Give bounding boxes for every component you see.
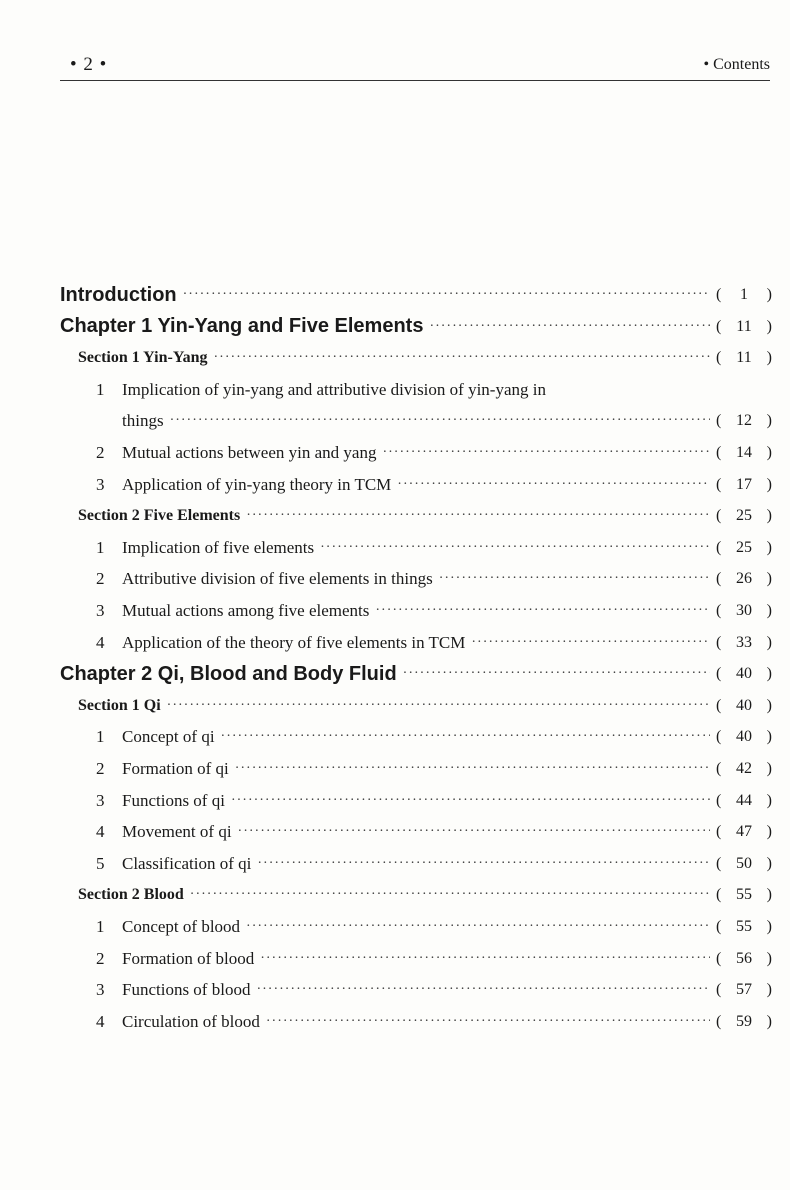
toc-entry-title: Section 2 Five Elements	[78, 507, 241, 525]
dot-leader	[231, 793, 710, 809]
toc-entry-number: 1	[96, 917, 105, 936]
toc-entry-title: Circulation of blood	[122, 1011, 260, 1031]
toc-page-number: ( 44 )	[716, 791, 772, 809]
toc-entry-title: Implication of yin-yang and attributive division of yin-yang in	[122, 379, 546, 399]
toc-entry-title: Movement of qi	[122, 822, 232, 842]
toc-entry-number: 4	[96, 822, 105, 842]
toc-entry-title: Section 1 Qi	[78, 696, 161, 714]
toc-entry-title-continued: things	[122, 411, 164, 431]
toc-entry-title: Application of yin-yang theory in TCM	[122, 474, 392, 494]
toc-entry-title: Formation of qi	[122, 759, 229, 778]
toc-page-number: ( 1 )	[716, 286, 772, 303]
toc-entry-number: 5	[96, 853, 105, 873]
dot-leader	[214, 350, 711, 366]
toc-entry-title: Concept of qi	[122, 727, 215, 747]
toc-page-number: ( 11 )	[716, 349, 772, 367]
toc-entry-number: 2	[96, 569, 105, 589]
dot-leader	[246, 919, 710, 935]
page-header	[60, 54, 770, 81]
toc-page-number: ( 50 )	[716, 854, 772, 872]
toc-entry-number: 4	[96, 1011, 105, 1031]
toc-page-number: ( 40 )	[716, 728, 772, 746]
dot-leader	[221, 729, 710, 745]
dot-leader	[167, 698, 710, 714]
toc-entry-title: Mutual actions between yin and yang	[122, 443, 377, 462]
toc-section	[78, 343, 772, 373]
toc-entry-title: Mutual actions among five elements	[122, 601, 370, 620]
toc-entry-number: 3	[96, 980, 105, 1000]
dot-leader	[403, 666, 710, 682]
dot-leader	[382, 445, 710, 461]
toc-page-number: ( 55 )	[716, 918, 772, 935]
toc-section	[78, 691, 772, 721]
toc-entry-title: Chapter 1 Yin-Yang and Five Elements	[60, 315, 424, 338]
toc-entry	[96, 470, 772, 500]
toc-entry-title: Concept of blood	[122, 917, 241, 936]
toc-entry-number: 1	[96, 379, 105, 399]
dot-leader	[260, 951, 710, 967]
toc-chapter	[60, 312, 772, 342]
toc-page-number: ( 40 )	[716, 665, 772, 683]
toc-entry	[96, 1007, 772, 1037]
toc-entry-number: 3	[96, 601, 105, 620]
dot-leader	[235, 761, 710, 777]
dot-leader	[257, 856, 710, 872]
toc-page-number: ( 25 )	[716, 507, 772, 525]
dot-leader	[471, 635, 710, 651]
dot-leader	[246, 508, 710, 524]
dot-leader	[320, 540, 710, 556]
dot-leader	[397, 477, 710, 493]
toc-entry	[96, 375, 772, 405]
toc-page-number: ( 12 )	[716, 412, 772, 430]
running-title: • Contents	[703, 56, 770, 73]
toc-page-number: ( 56 )	[716, 949, 772, 967]
dot-leader	[375, 603, 710, 619]
toc-page-number: ( 30 )	[716, 602, 772, 619]
toc-entry	[96, 564, 772, 594]
toc-entry-title: Section 2 Blood	[78, 886, 184, 904]
toc-entry	[96, 975, 772, 1005]
toc-page-number: ( 17 )	[716, 475, 772, 493]
toc-entry	[96, 912, 772, 942]
toc-entry-title: Functions of qi	[122, 790, 225, 810]
toc-entry-title: Application of the theory of five elements in TCM	[122, 632, 466, 652]
dot-leader	[238, 824, 710, 840]
toc-entry-number: 3	[96, 790, 105, 810]
toc-entry-title: Introduction	[60, 283, 177, 306]
toc-entry	[96, 628, 772, 658]
toc-chapter	[60, 280, 772, 310]
toc-page-number: ( 42 )	[716, 760, 772, 777]
toc-entry-number: 1	[96, 727, 105, 747]
toc-chapter	[60, 659, 772, 689]
toc-page-number: ( 47 )	[716, 823, 772, 841]
toc-section	[78, 880, 772, 910]
toc-entry-title: Functions of blood	[122, 980, 251, 1000]
toc-page-number: ( 33 )	[716, 633, 772, 651]
dot-leader	[190, 887, 710, 903]
toc-entry	[96, 533, 772, 563]
toc-entry	[96, 849, 772, 879]
toc-page-number: ( 25 )	[716, 538, 772, 556]
toc-page-number: ( 26 )	[716, 570, 772, 588]
toc-page-number: ( 57 )	[716, 981, 772, 999]
toc-entry-title: Classification of qi	[122, 853, 252, 873]
dot-leader	[256, 982, 710, 998]
toc-section	[78, 501, 772, 531]
toc-page-number: ( 11 )	[716, 317, 772, 335]
toc-entry-number: 3	[96, 474, 105, 494]
toc-entry-title: Implication of five elements	[122, 537, 315, 557]
toc-entry-title: Chapter 2 Qi, Blood and Body Fluid	[60, 662, 397, 685]
toc-entry	[96, 596, 772, 626]
toc-entry-number: 1	[96, 537, 105, 557]
toc-entry	[96, 438, 772, 468]
toc-entry	[96, 944, 772, 974]
toc-entry-continuation	[96, 406, 772, 436]
toc-entry-number: 2	[96, 759, 105, 778]
page-number: • 2 •	[70, 54, 108, 75]
toc-entry-title: Formation of blood	[122, 948, 255, 968]
toc-page-number: ( 40 )	[716, 696, 772, 714]
dot-leader	[170, 413, 710, 429]
toc-entry	[96, 817, 772, 847]
toc-entry	[96, 722, 772, 752]
dot-leader	[429, 319, 710, 335]
toc-entry	[96, 786, 772, 816]
toc-entry-title: Attributive division of five elements in things	[122, 569, 433, 589]
toc-entry-number: 2	[96, 948, 105, 968]
toc-entry	[96, 754, 772, 784]
toc-page-number: ( 59 )	[716, 1012, 772, 1030]
dot-leader	[266, 1014, 710, 1030]
toc-page-number: ( 55 )	[716, 886, 772, 904]
toc-entry-number: 2	[96, 443, 105, 462]
dot-leader	[439, 571, 710, 587]
toc-entry-title: Section 1 Yin-Yang	[78, 349, 208, 367]
toc-entry-number: 4	[96, 632, 105, 652]
dot-leader	[183, 287, 710, 303]
toc-page-number: ( 14 )	[716, 444, 772, 461]
